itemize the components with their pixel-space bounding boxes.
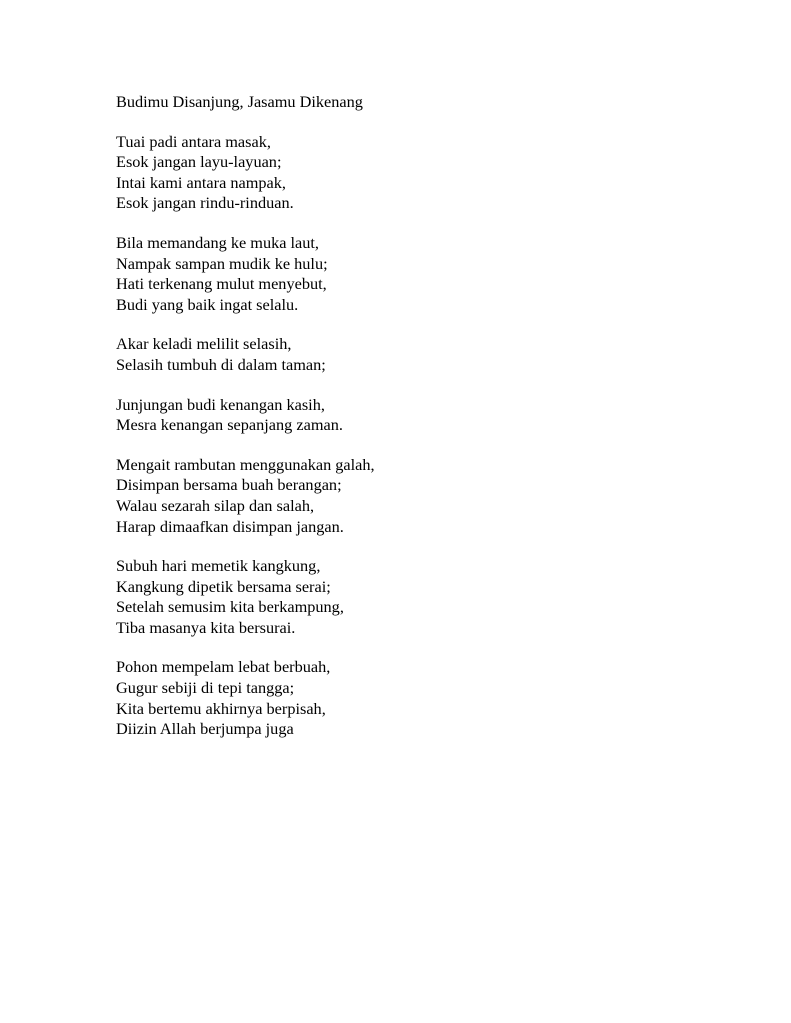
stanza <box>116 556 716 638</box>
poem-body <box>116 92 716 740</box>
poem-line: Kangkung dipetik bersama serai; <box>116 576 331 596</box>
poem-line: Gugur sebiji di tepi tangga; <box>116 678 295 698</box>
poem-line: Pohon mempelam lebat berbuah, <box>116 657 331 677</box>
poem-line: Mesra kenangan sepanjang zaman. <box>116 415 343 435</box>
stanza <box>116 334 716 375</box>
stanza <box>116 395 716 436</box>
stanza <box>116 455 716 537</box>
poem-line: Junjungan budi kenangan kasih, <box>116 394 325 414</box>
poem-title: Budimu Disanjung, Jasamu Dikenang <box>116 92 363 111</box>
poem-line: Nampak sampan mudik ke hulu; <box>116 253 328 273</box>
stanza <box>116 132 716 214</box>
poem-line: Disimpan bersama buah berangan; <box>116 475 342 495</box>
poem-line: Mengait rambutan menggunakan galah, <box>116 454 375 474</box>
poem-line: Esok jangan layu-layuan; <box>116 152 282 172</box>
poem-line: Hati terkenang mulut menyebut, <box>116 274 327 294</box>
poem-line: Harap dimaafkan disimpan jangan. <box>116 516 344 536</box>
poem-line: Selasih tumbuh di dalam taman; <box>116 354 326 374</box>
poem-line: Intai kami antara nampak, <box>116 172 286 192</box>
poem-line: Bila memandang ke muka laut, <box>116 232 320 252</box>
poem-line: Kita bertemu akhirnya berpisah, <box>116 698 326 718</box>
poem-line: Akar keladi melilit selasih, <box>116 334 292 354</box>
poem-line: Walau sezarah silap dan salah, <box>116 495 315 515</box>
stanza <box>116 657 716 739</box>
poem-line: Budi yang baik ingat selalu. <box>116 294 299 314</box>
poem-line: Tuai padi antara masak, <box>116 131 271 151</box>
poem-line: Setelah semusim kita berkampung, <box>116 597 344 617</box>
poem-line: Subuh hari memetik kangkung, <box>116 556 321 576</box>
poem-line: Esok jangan rindu-rinduan. <box>116 193 294 213</box>
poem-line: Diizin Allah berjumpa juga <box>116 719 294 739</box>
stanza <box>116 233 716 315</box>
poem-line: Tiba masanya kita bersurai. <box>116 617 296 637</box>
